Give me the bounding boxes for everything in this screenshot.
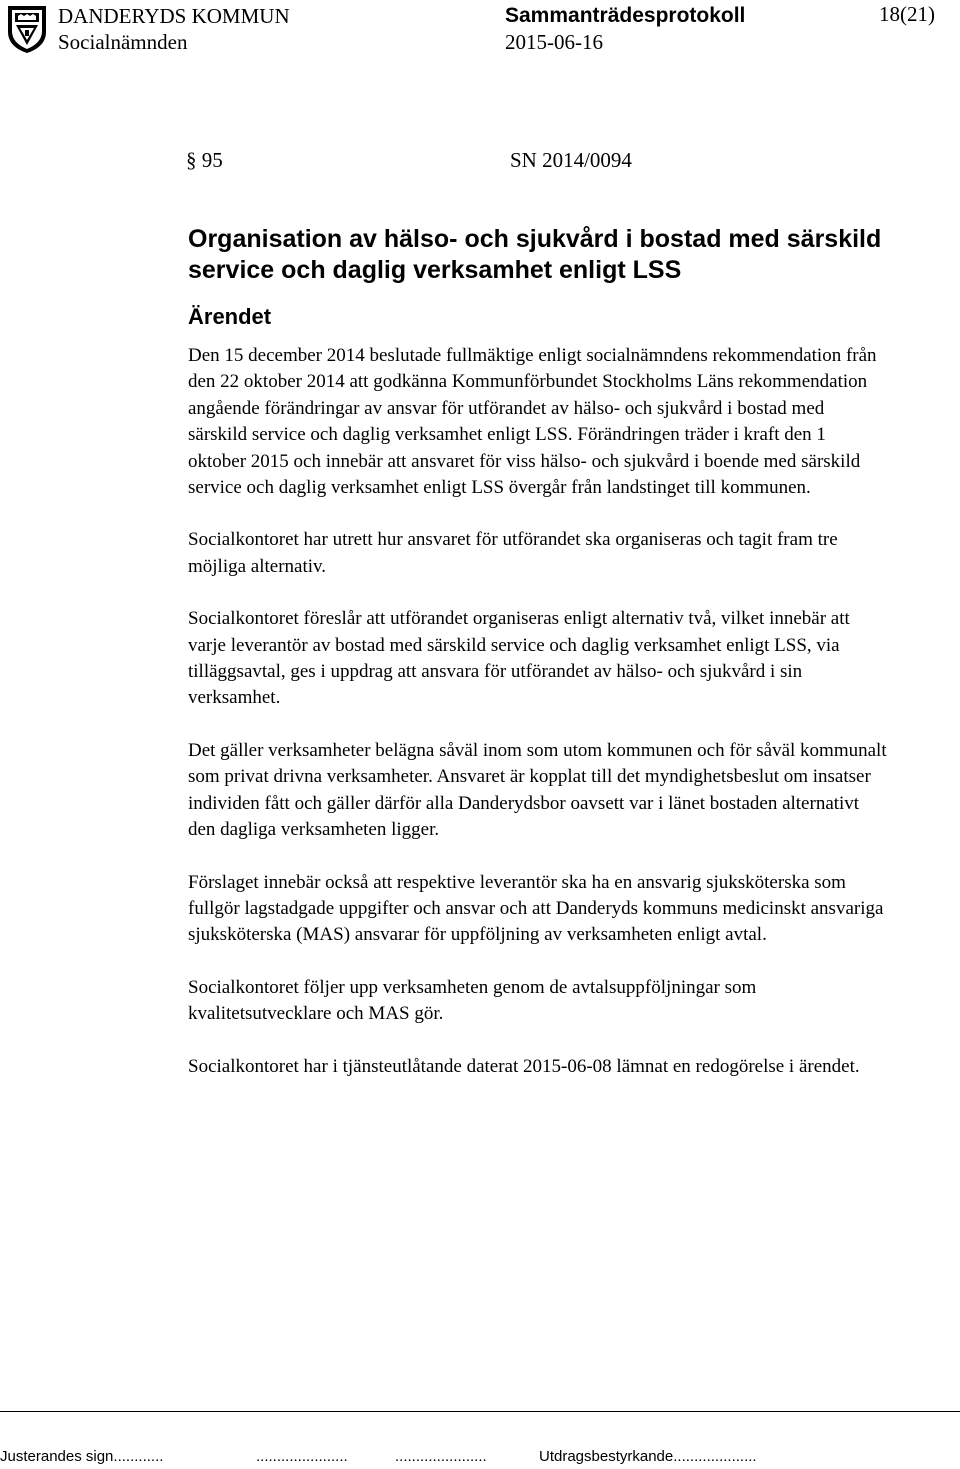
body-paragraph: Socialkontoret har i tjänsteutlåtande daterat 2015-06-08 lämnat en redogörelse i ärendet. xyxy=(188,1055,860,1077)
page-title: Organisation av hälso- och sjukvård i bostad med särskild service och daglig verksamhet enligt LSS xyxy=(188,225,882,284)
footer-divider xyxy=(0,1411,960,1412)
body-paragraph: Socialkontoret har utrett hur ansvaret för utförandet ska organiseras och tagit fram tre möjliga alternativ. xyxy=(188,529,838,577)
department-name: Socialnämnden xyxy=(58,30,188,54)
signature-dots: ...................... xyxy=(256,1448,348,1465)
section-heading: Ärendet xyxy=(188,304,272,329)
signature-dots: ...................... xyxy=(395,1448,487,1465)
certification-field: Utdragsbestyrkande.................... xyxy=(539,1448,757,1465)
paragraph-number: § 95 xyxy=(186,148,223,172)
document-body xyxy=(188,343,888,1106)
page-header xyxy=(0,0,960,60)
body-paragraph: Den 15 december 2014 beslutade fullmäktige enligt socialnämndens rekommendation från den 22 oktober 2014 att godkänna Kommunförbundet Stockholms Läns rekommendation angående förändringar av ansvar för utförandet av hälso- och sjukvård i bostad med särskild service och daglig verksamhet enligt LSS. Förändringen träder i kraft den 1 oktober 2015 och innebär att ansvaret för viss hälso- och sjukvård i boende med särskild service och daglig verksamhet enligt LSS övergår från landstinget till kommunen. xyxy=(188,345,877,499)
document-type: Sammanträdesprotokoll xyxy=(505,4,746,27)
meeting-date: 2015-06-16 xyxy=(505,30,603,54)
diary-number: SN 2014/0094 xyxy=(510,148,632,172)
body-paragraph: Socialkontoret följer upp verksamheten genom de avtalsuppföljningar som kvalitetsutvecklare och MAS gör. xyxy=(188,976,757,1025)
signature-field: Justerandes sign............ xyxy=(0,1448,164,1465)
municipal-crest-icon xyxy=(6,4,48,54)
page-number: 18(21) xyxy=(879,2,935,26)
body-paragraph: Förslaget innebär också att respektive leverantör ska ha en ansvarig sjuksköterska som fullgör lagstadgade uppgifter och ansvar och att Danderyds kommuns medicinskt ansvariga sjuksköterska (MAS) ansvarar för uppföljning av verksamheten enligt avtal. xyxy=(188,871,884,946)
organization-name: DANDERYDS KOMMUN xyxy=(58,4,290,28)
body-paragraph: Socialkontoret föreslår att utförandet organiseras enligt alternativ två, vilket innebär att varje leverantör av bostad med särskild service och daglig verksamhet enligt LSS, via tilläggsavtal, ges i uppdrag att ansvara för utförandet av hälso- och sjukvård i sin verksamhet. xyxy=(188,608,850,709)
body-paragraph: Det gäller verksamheter belägna såväl inom som utom kommunen och för såväl kommunalt som privat drivna verksamheter. Ansvaret är kopplat till det myndighetsbeslut om insatser individen fått och gäller därför alla Danderydsbor oavsett var i länet bostaden alternativt den dagliga verksamheten ligger. xyxy=(188,739,887,841)
